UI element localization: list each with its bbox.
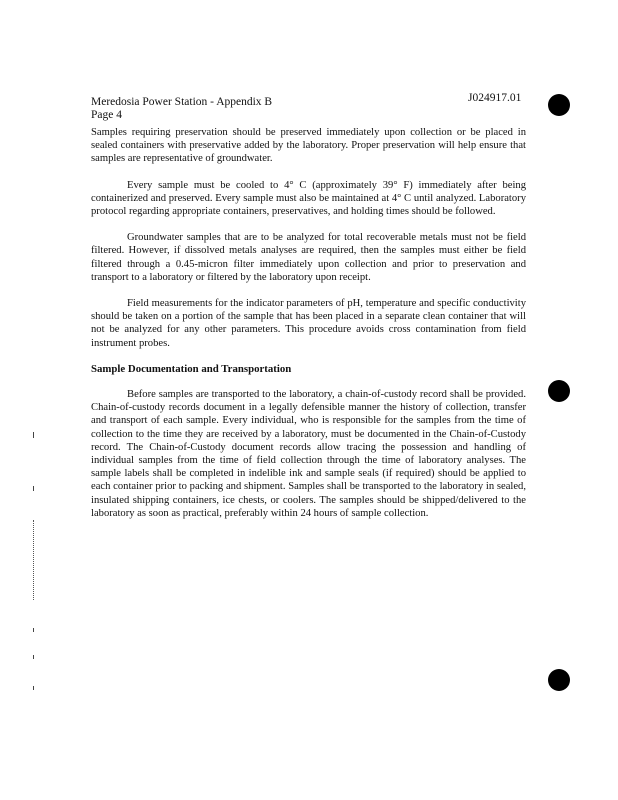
scan-mark: [33, 686, 34, 690]
section-heading: Sample Documentation and Transportation: [91, 362, 292, 375]
scan-mark: [33, 628, 34, 632]
punch-hole-top: [548, 94, 570, 116]
scan-mark: [33, 486, 34, 491]
paragraph-preservation: Samples requiring preservation should be preserved immediately upon collection or be placed in sealed containers with preservative added by the laboratory. Proper preservation will help ensure that samples are representative of groundwater.: [91, 127, 526, 165]
document-body: [91, 126, 526, 533]
paragraph-field-measurements: Field measurements for the indicator parameters of pH, temperature and specific conductivity should be taken on a portion of the sample that has been placed in a separate clean container that will not be analyzed for any other parameters. This procedure avoids cross contamination from field instrument probes.: [91, 298, 526, 349]
header-doc-number: J024917.01: [468, 92, 522, 104]
header-page-number: Page 4: [91, 109, 122, 121]
scan-mark: [33, 432, 34, 438]
paragraph-cooling: Every sample must be cooled to 4° C (approximately 39° F) immediately after being containerized and preserved. Every sample must also be maintained at 4° C until analyzed. Laboratory protocol regarding appropriate containers, preservatives, and holding times should be followed.: [91, 179, 526, 218]
paragraph-filtering: Groundwater samples that are to be analyzed for total recoverable metals must not be field filtered. However, if dissolved metals analyses are required, then the samples must either be field filtered through a 0.45-micron filter immediately upon collection and prior to preservation and transport to a laboratory or filtered by the laboratory upon receipt.: [91, 232, 526, 283]
scan-mark: [33, 520, 35, 600]
punch-hole-middle: [548, 380, 570, 402]
scan-mark: [33, 655, 34, 659]
punch-hole-bottom: [548, 669, 570, 691]
paragraph-chain-of-custody: Before samples are transported to the laboratory, a chain-of-custody record shall be provided. Chain-of-custody records document in a legally defensible manner the history of collection, transfer and transport of each sample. Every individual, who is responsible for the samples from the time of collection to the time they are received by a laboratory, must be documented in the Chain-of-Custody record. The Chain-of-Custody document records allow tracing the possession and handling of individual samples from the time of field collection through the time of laboratory analyses. The sample labels shall be completed in indelible ink and sample seals (if required) should be applied to each container prior to packing and shipment. Samples shall be transported to the laboratory in sealed, insulated shipping containers, ice chests, or coolers. The samples should be shipped/delivered to the laboratory as soon as practical, preferably within 24 hours of sample collection.: [91, 389, 526, 519]
header-title: Meredosia Power Station - Appendix B: [91, 96, 273, 108]
